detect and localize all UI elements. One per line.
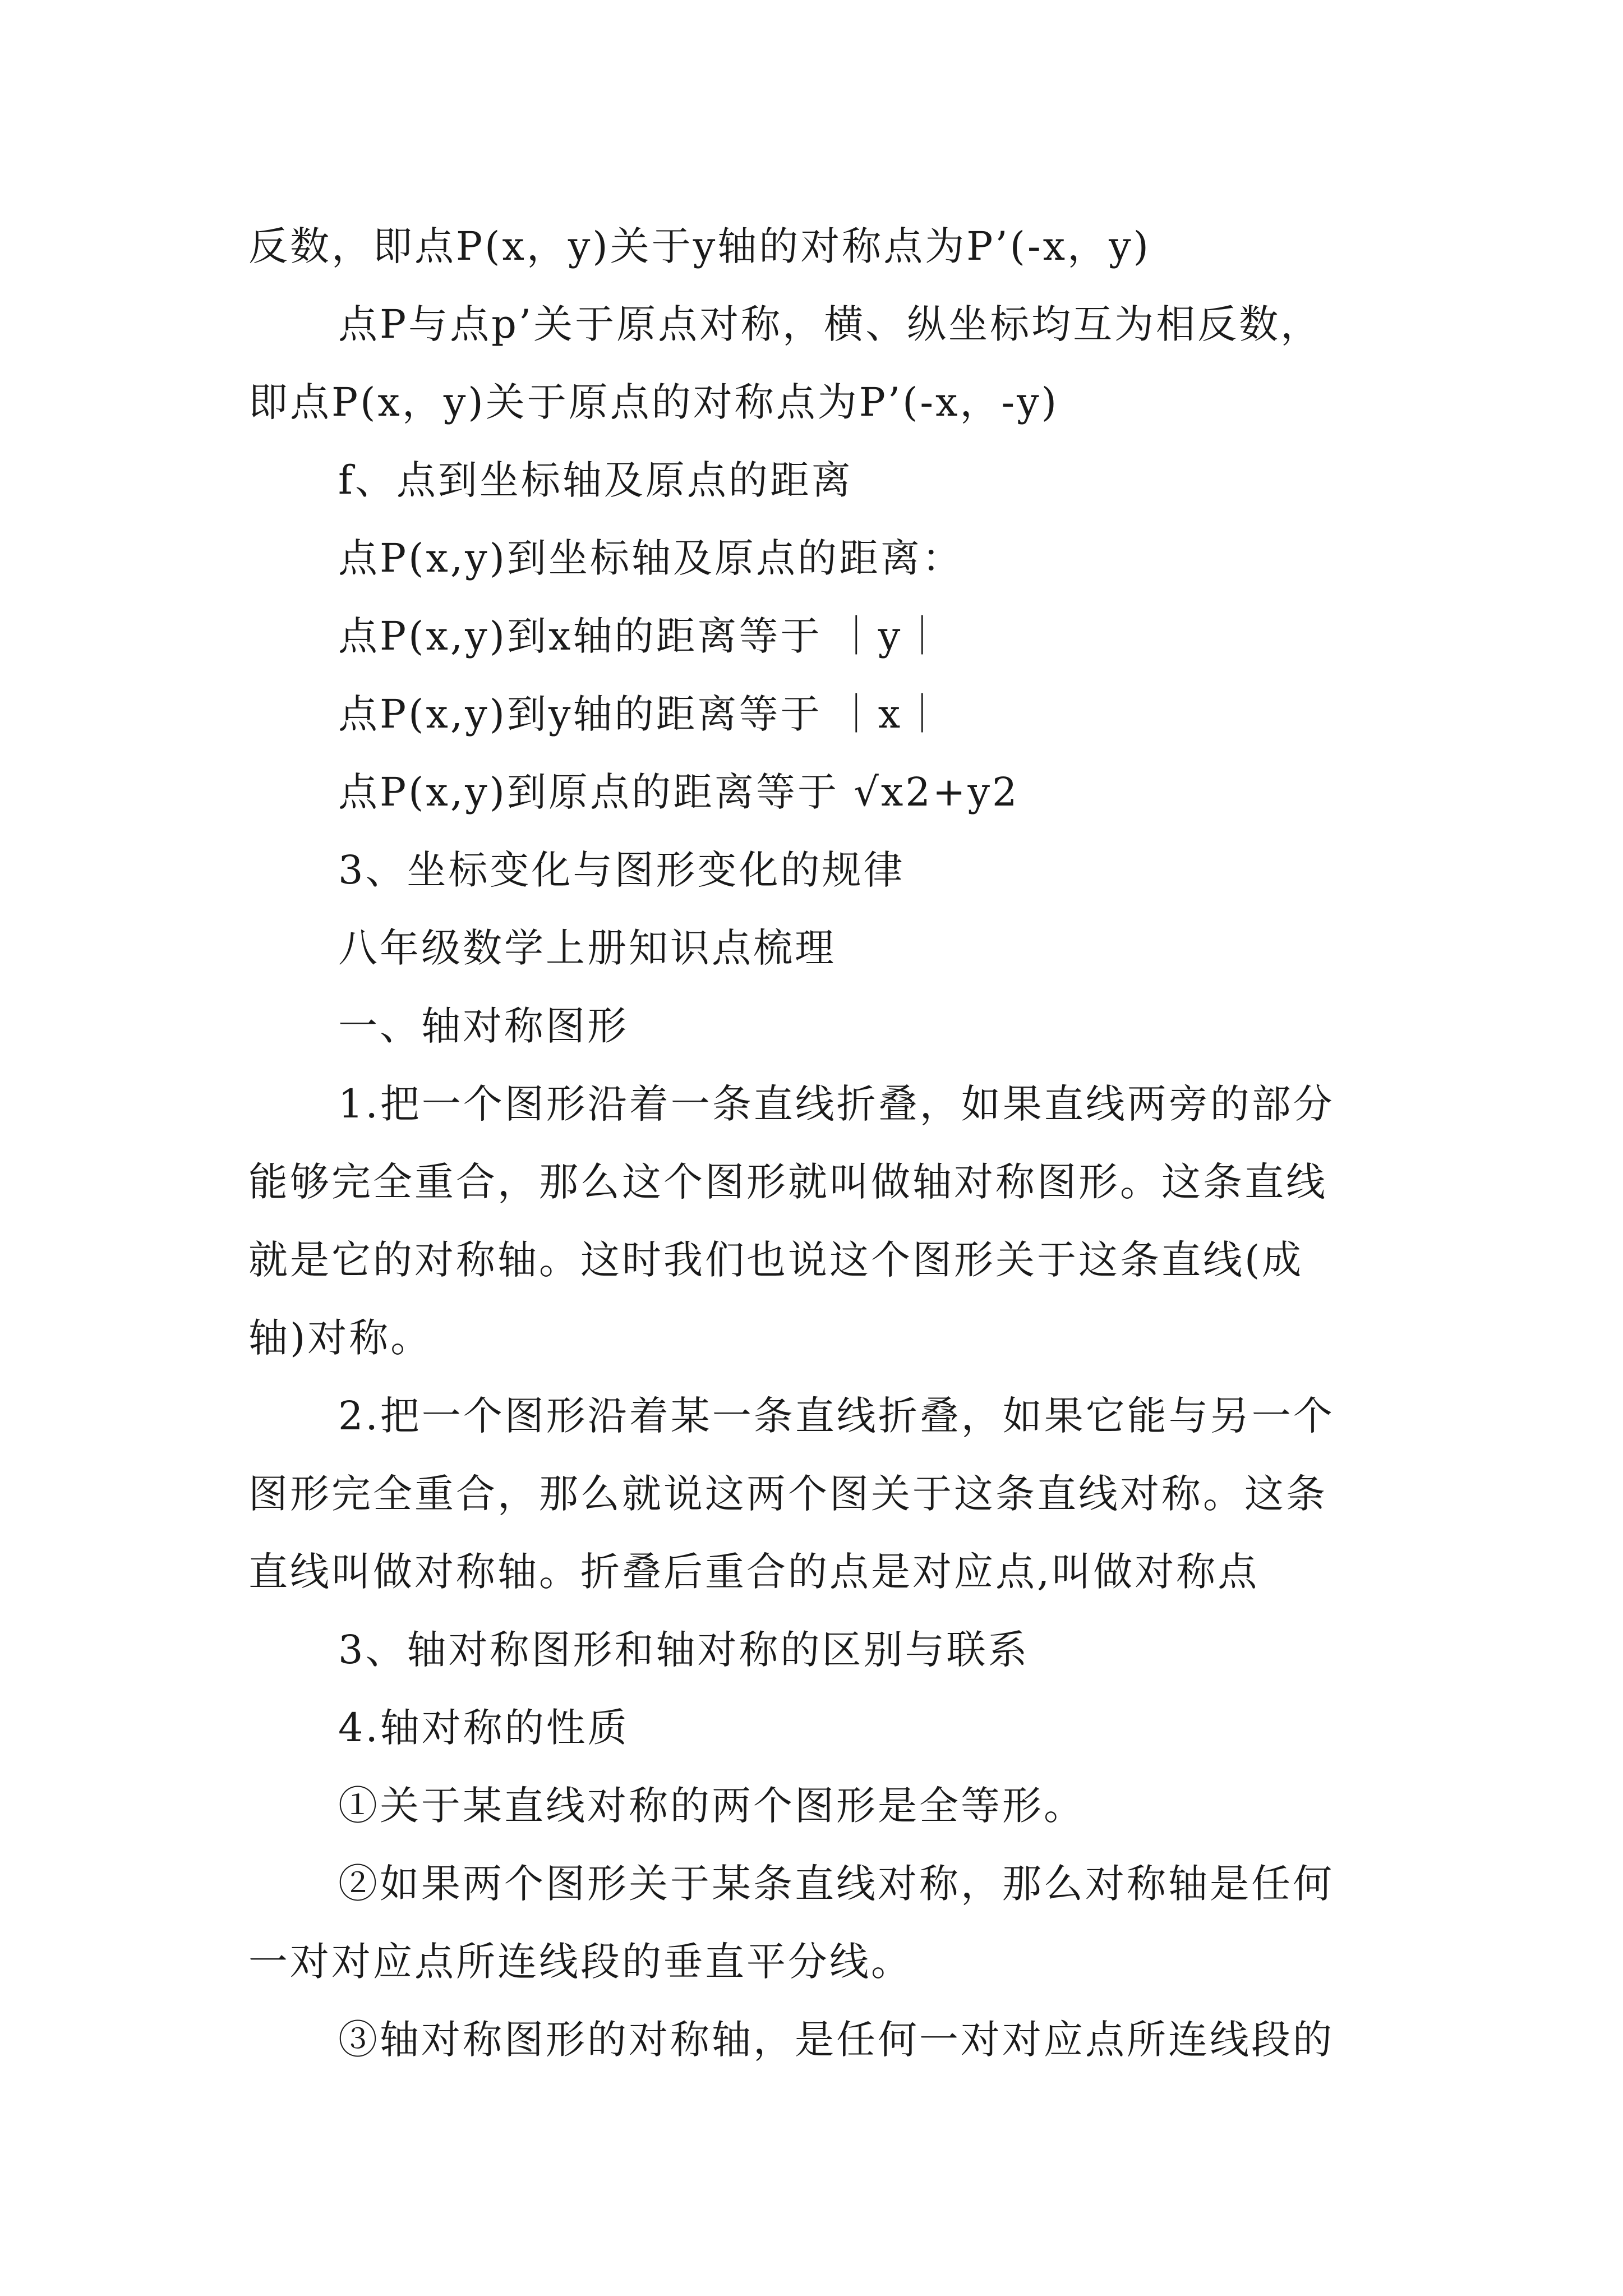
text-line: 点P与点p’关于原点对称，横、纵坐标均互为相反数， [338, 301, 1322, 347]
list-item: ②如果两个图形关于某条直线对称，那么对称轴是任何 [338, 1861, 1334, 1907]
text-line: 2.把一个图形沿着某一条直线折叠，如果它能与另一个 [338, 1393, 1335, 1439]
text-line: 能够完全重合，那么这个图形就叫做轴对称图形。这条直线 [248, 1159, 1327, 1205]
section-heading: 3、轴对称图形和轴对称的区别与联系 [338, 1627, 1030, 1673]
text-line: 反数，即点P(x，y)关于y轴的对称点为P’(-x，y) [248, 223, 1151, 269]
list-item: ①关于某直线对称的两个图形是全等形。 [338, 1783, 1085, 1829]
text-line: 点P(x,y)到坐标轴及原点的距离： [338, 535, 963, 581]
section-heading: f、点到坐标轴及原点的距离 [338, 457, 853, 503]
text-line: 就是它的对称轴。这时我们也说这个图形关于这条直线(成 [248, 1237, 1304, 1283]
text-line: 轴)对称。 [248, 1315, 432, 1361]
section-heading: 一、轴对称图形 [338, 1003, 629, 1049]
list-item: ③轴对称图形的对称轴，是任何一对对应点所连线段的 [338, 2017, 1334, 2063]
text-line: 点P(x,y)到x轴的距离等于 ｜y｜ [338, 613, 944, 659]
section-heading: 4.轴对称的性质 [338, 1705, 629, 1751]
text-line: 一对对应点所连线段的垂直平分线。 [248, 1939, 912, 1985]
text-line: 1.把一个图形沿着一条直线折叠，如果直线两旁的部分 [338, 1081, 1335, 1127]
text-line: 点P(x,y)到y轴的距离等于 ｜x｜ [338, 691, 944, 737]
document-title: 八年级数学上册知识点梳理 [338, 925, 836, 971]
text-line: 点P(x,y)到原点的距离等于 √x2+y2 [338, 769, 1020, 815]
document-body [248, 208, 1404, 2079]
text-line: 图形完全重合，那么就说这两个图关于这条直线对称。这条 [248, 1471, 1327, 1517]
section-heading: 3、坐标变化与图形变化的规律 [338, 847, 905, 893]
text-line: 即点P(x，y)关于原点的对称点为P’(-x，-y) [248, 379, 1059, 425]
text-line: 直线叫做对称轴。折叠后重合的点是对应点,叫做对称点 [248, 1549, 1260, 1595]
